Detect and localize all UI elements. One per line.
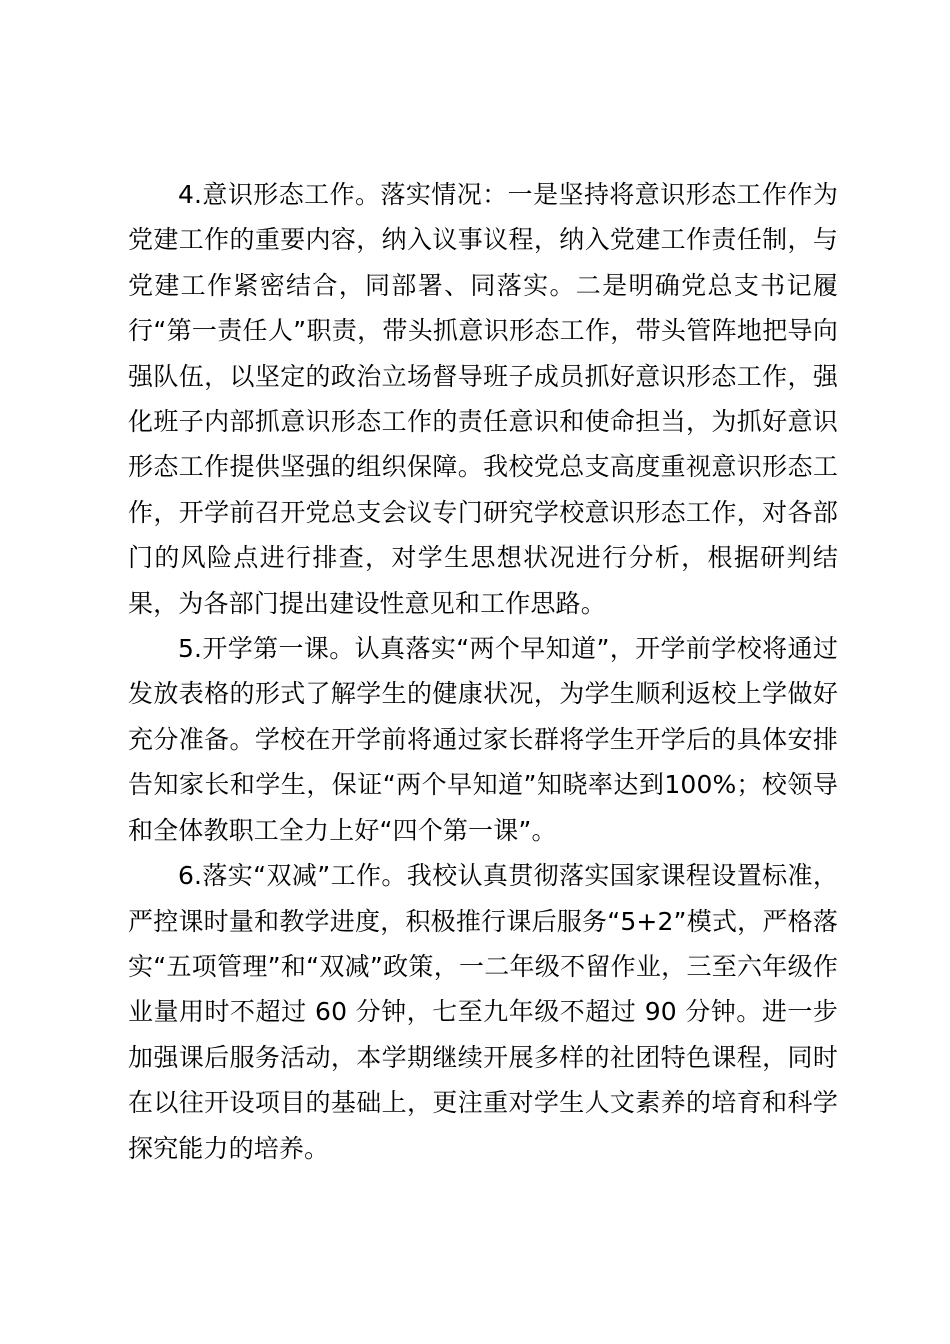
document-body	[128, 172, 838, 1171]
paragraph-first-lesson: 5.开学第一课。认真落实“两个早知道”，开学前学校将通过发放表格的形式了解学生的健康状况，为学生顺利返校上学做好充分准备。学校在开学前将通过家长群将学生开学后的具体安排告知家长和学生，保证“两个早知道”知晓率达到100%；校领导和全体教职工全力上好“四个第一课”。	[128, 634, 838, 845]
paragraph-ideology-work: 4.意识形态工作。落实情况：一是坚持将意识形态工作作为党建工作的重要内容，纳入议事议程，纳入党建工作责任制，与党建工作紧密结合，同部署、同落实。二是明确党总支书记履行“第一责任人”职责，带头抓意识形态工作，带头管阵地把导向强队伍，以坚定的政治立场督导班子成员抓好意识形态工作，强化班子内部抓意识形态工作的责任意识和使命担当，为抓好意识形态工作提供坚强的组织保障。我校党总支高度重视意识形态工作，开学前召开党总支会议专门研究学校意识形态工作，对各部门的风险点进行排查，对学生思想状况进行分析，根据研判结果，为各部门提出建设性意见和工作思路。	[128, 180, 838, 618]
paragraph-double-reduction: 6.落实“双减”工作。我校认真贯彻落实国家课程设置标准，严控课时量和教学进度，积极推行课后服务“5+2”模式，严格落实“五项管理”和“双减”政策，一二年级不留作业，三至六年级作业量用时不超过 60 分钟，七至九年级不超过 90 分钟。进一步加强课后服务活动，本学期继续开展多样的社团特色课程，同时在以往开设项目的基础上，更注重对学生人文素养的培育和科学探究能力的培养。	[128, 861, 838, 1163]
